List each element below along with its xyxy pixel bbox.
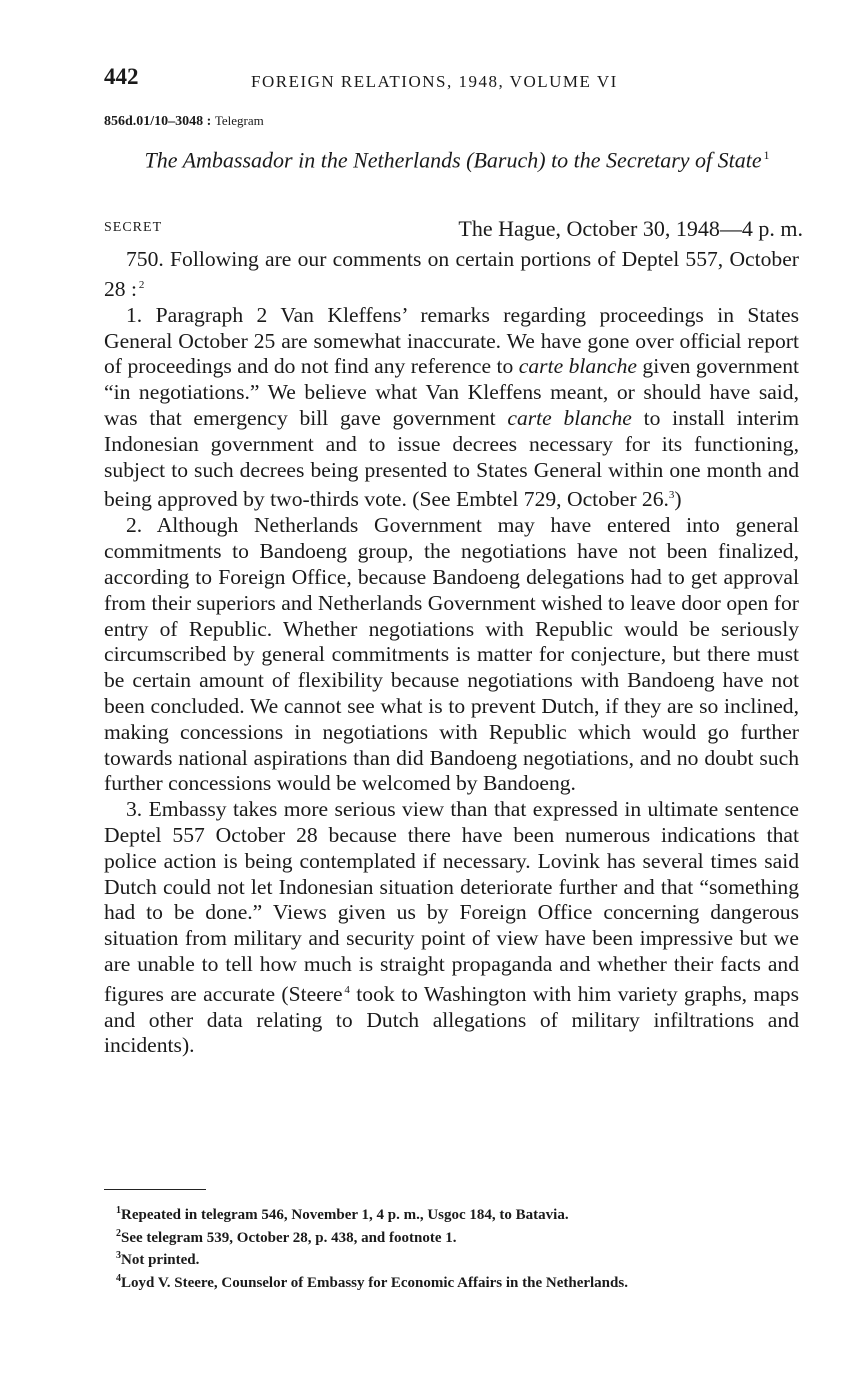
p3-text-b: took to Washington with him variety graphs, maps and other data relating to Dutch allegations of military infiltrations and incidents). xyxy=(104,981,799,1058)
paragraph-3 xyxy=(104,797,799,1059)
footnote-number: 1 xyxy=(116,1205,121,1216)
footnote xyxy=(104,1225,798,1248)
intro-text: 750. Following are our comments on certain portions of Deptel 557, October 28 : xyxy=(104,247,799,301)
page-number: 442 xyxy=(104,64,139,89)
footnote xyxy=(104,1202,798,1225)
p1-text-d: ) xyxy=(674,487,682,512)
p3-text-a: 3. Embassy takes more serious view than that expressed in ultimate sentence Deptel 557 October 28 because there have been numerous indications that police action is being contemplated if necessary. Lovink has several times said Dutch could not let Indonesian situation deteriorate further and that “something had to be done.” Views given us by Foreign Office concerning dangerous situation from military and security point of view have been impressive but we are unable to tell how much is straight propaganda and whether their facts and figures are accurate (Steere xyxy=(104,797,799,1006)
dateline: The Hague, October 30, 1948—4 p. m. xyxy=(458,216,803,241)
footnote xyxy=(104,1270,798,1293)
title-text: The Ambassador in the Netherlands (Baruch) to the Secretary of State xyxy=(144,147,762,173)
p1-text-c: to install interim Indonesian government and to issue decrees necessary for its functioning, subject to such decrees being presented to States General within one month and being approved by two-thirds vote. (See Embtel 729, October 26. xyxy=(104,405,800,512)
footnotes xyxy=(104,1202,798,1292)
footnote-marker: 3 xyxy=(668,489,675,502)
footnote-number: 2 xyxy=(116,1227,121,1239)
running-title: FOREIGN RELATIONS, 1948, VOLUME VI xyxy=(251,72,618,91)
footnote-number: 4 xyxy=(116,1272,121,1284)
p1-text-a: 1. Paragraph 2 Van Kleffens’ remarks regarding proceedings in States General October 25 are somewhat inaccurate. We have gone over official report of proceedings and do not find any reference to xyxy=(104,302,799,379)
footnote-divider xyxy=(104,1189,206,1190)
footnote-marker: 4 xyxy=(344,983,350,996)
p1-text-b: given government “in negotiations.” We believe what Van Kleffens meant, or should have said, was that emergency bill gave government xyxy=(104,354,799,430)
footnote-marker: 1 xyxy=(763,148,770,162)
paragraph-intro xyxy=(104,247,799,303)
footnote-text: Repeated in telegram 546, November 1, 4 p. m., Usgoc 184, to Batavia. xyxy=(121,1207,569,1223)
footnote-text: Not printed. xyxy=(121,1252,200,1268)
document-type: Telegram xyxy=(214,113,264,128)
footnote-marker: 2 xyxy=(138,278,145,291)
classification-label: SECRET xyxy=(104,220,163,235)
document-title xyxy=(112,142,802,173)
footnote-text: See telegram 539, October 28, p. 438, and footnote 1. xyxy=(121,1229,457,1246)
paragraph-2: 2. Although Netherlands Government may have entered into general commitments to Bandoeng group, the negotiations have not been finalized, according to Foreign Office, because Bandoeng delegations had to get approval from their superiors and Netherlands Government wished to leave door open for entry of Republic. Whether negotiations with Republic would be seriously circumscribed by general commitments is matter for conjecture, but there must be certain amount of flexibility because negotiations with Bandoeng have not been concluded. We cannot see what is to prevent Dutch, if they are so inclined, making concessions in negotiations with Republic which would go further towards national aspirations than did Bandoeng negotiations, and no doubt such further concessions would be welcomed by Bandoeng. xyxy=(104,513,799,796)
paragraph-1 xyxy=(104,303,799,514)
footnote-number: 3 xyxy=(116,1250,121,1261)
telegram-body xyxy=(104,247,799,1059)
footnote xyxy=(104,1247,798,1270)
page-header xyxy=(104,64,804,98)
footnote-text: Loyd V. Steere, Counselor of Embassy for Economic Affairs in the Netherlands. xyxy=(121,1274,628,1291)
file-number: 856d.01/10–3048 : xyxy=(104,114,212,129)
file-reference xyxy=(104,113,264,130)
p1-italic-b: carte blanche xyxy=(507,405,632,430)
p1-italic-a: carte blanche xyxy=(518,354,637,379)
